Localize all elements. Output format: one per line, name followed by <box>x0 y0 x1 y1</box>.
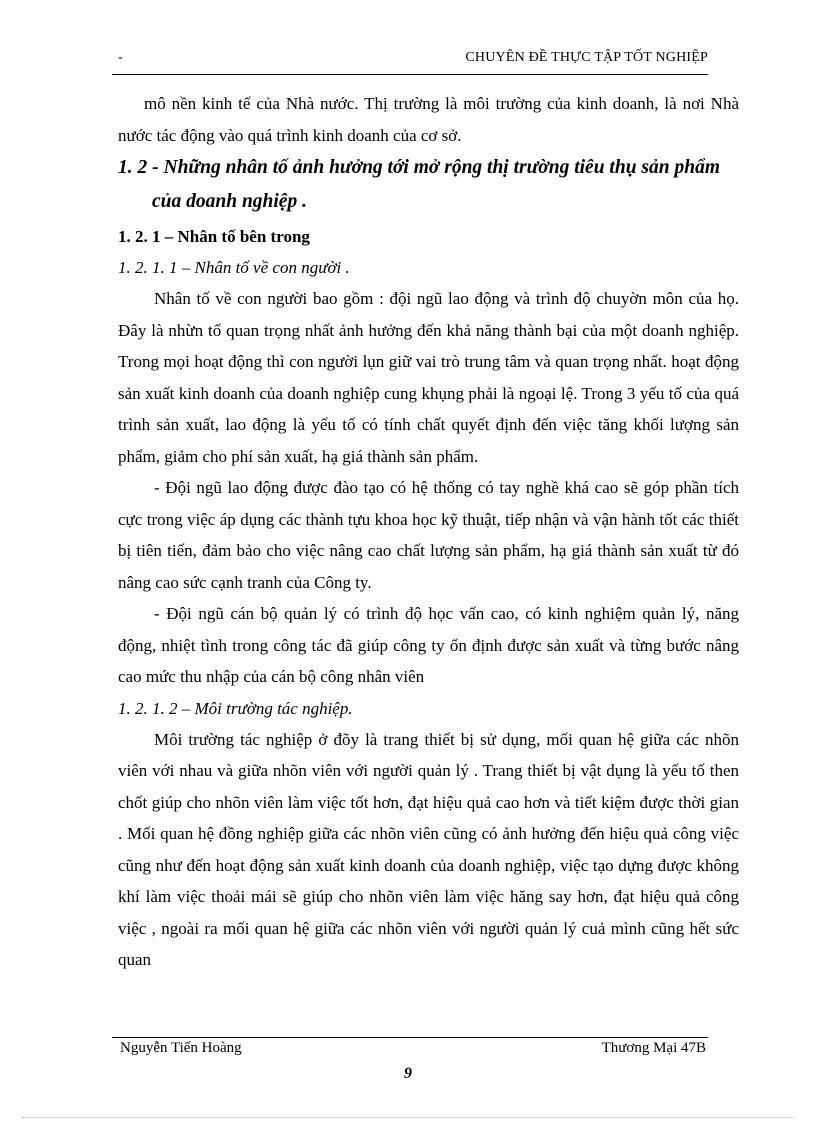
page-number: 9 <box>404 1065 412 1082</box>
subsubsection-heading-1-2-1-1: 1. 2. 1. 1 – Nhân tố về con người . <box>118 258 350 277</box>
subsection-heading-1-2-1: 1. 2. 1 – Nhân tố bên trong <box>118 227 310 246</box>
paragraph-human-factor: Nhân tố về con người bao gồm : đội ngũ lao động và trình độ chuyờn môn của họ. Đây là nhừn tố quan trọng nhất ảnh hưởng đến khả năng thành bại của một doanh nghiệp. Trong mọi hoạt động thì con người lụn giữ vai trò trung tâm và quan trọng nhất. hoạt động sản xuất kinh doanh của doanh nghiệp cung khụng phải là ngoại lệ. Trong 3 yếu tố của quá trình sản xuất, lao động là yếu tố có tính chất quyết định đến việc tăng khối lượng sản phẩm, giảm cho phí sản xuất, hạ giá thành sản phẩm. <box>118 289 739 466</box>
footer-class: Thương Mại 47B <box>601 1040 706 1056</box>
paragraph-work-environment: Môi trường tác nghiệp ở đõy là trang thiết bị sử dụng, mối quan hệ giữa các nhõn viên với nhau và giữa nhõn viên với người quản lý . Trang thiết bị vật dụng là yếu tố then chốt giúp cho nhõn viên làm việc tốt hơn, đạt hiệu quả cao hơn và tiết kiệm được thời gian . Mối quan hệ đồng nghiệp giữa các nhõn viên cũng có ảnh hưởng đến hiệu quả công việc cũng như đến hoạt động sản xuất kinh doanh của doanh nghiệp, việc tạo dựng được không khí làm việc thoải mái sẽ giúp cho nhõn viên làm việc hăng say hơn, đạt hiệu quả công việc , ngoài ra mối quan hệ giữa các nhõn viên với người quản lý cuả mình cũng hết sức quan <box>118 729 739 969</box>
footer-author: Nguyễn Tiến Hoàng <box>120 1040 242 1056</box>
subsubsection-heading-1-2-1-2: 1. 2. 1. 2 – Môi trường tác nghiệp. <box>118 698 353 718</box>
paragraph-intro: mô nền kinh tế của Nhà nước. Thị trường là môi trường của kinh doanh, là nơi Nhà nước tác động vào quá trình kinh doanh của cơ sở. <box>118 94 739 145</box>
header-dash: - <box>118 50 123 65</box>
paragraph-management: - Đội ngũ cán bộ quản lý có trình độ học vấn cao, có kinh nghiệm quản lý, năng động, nhiệt tình trong công tác đã giúp công ty ổn định được sản xuất và từng bước nâng cao mức thu nhập của cán bộ công nhân viên <box>118 604 739 686</box>
paragraph-labor-force: - Đội ngũ lao động được đào tạo có hệ thống có tay nghề khá cao sẽ góp phần tích cực trong việc áp dụng các thành tựu khoa học kỹ thuật, tiếp nhận và vận hành tốt các thiết bị tiên tiến, đảm bảo cho việc nâng cao chất lượng sản phẩm, hạ giá thành sản xuất từ đó nâng cao sức cạnh tranh của Công ty. <box>118 478 739 592</box>
header-title: CHUYÊN ĐỀ THỰC TẬP TỐT NGHIỆP <box>465 50 708 65</box>
header-rule <box>112 74 708 75</box>
page-boundary <box>22 1117 794 1118</box>
footer-rule <box>112 1037 708 1038</box>
section-heading-1-2: 1. 2 - Những nhân tố ảnh hưởng tới mở rộng thị trường tiêu thụ sản phẩm của doanh nghiệp . <box>118 157 720 212</box>
document-body <box>118 88 739 976</box>
